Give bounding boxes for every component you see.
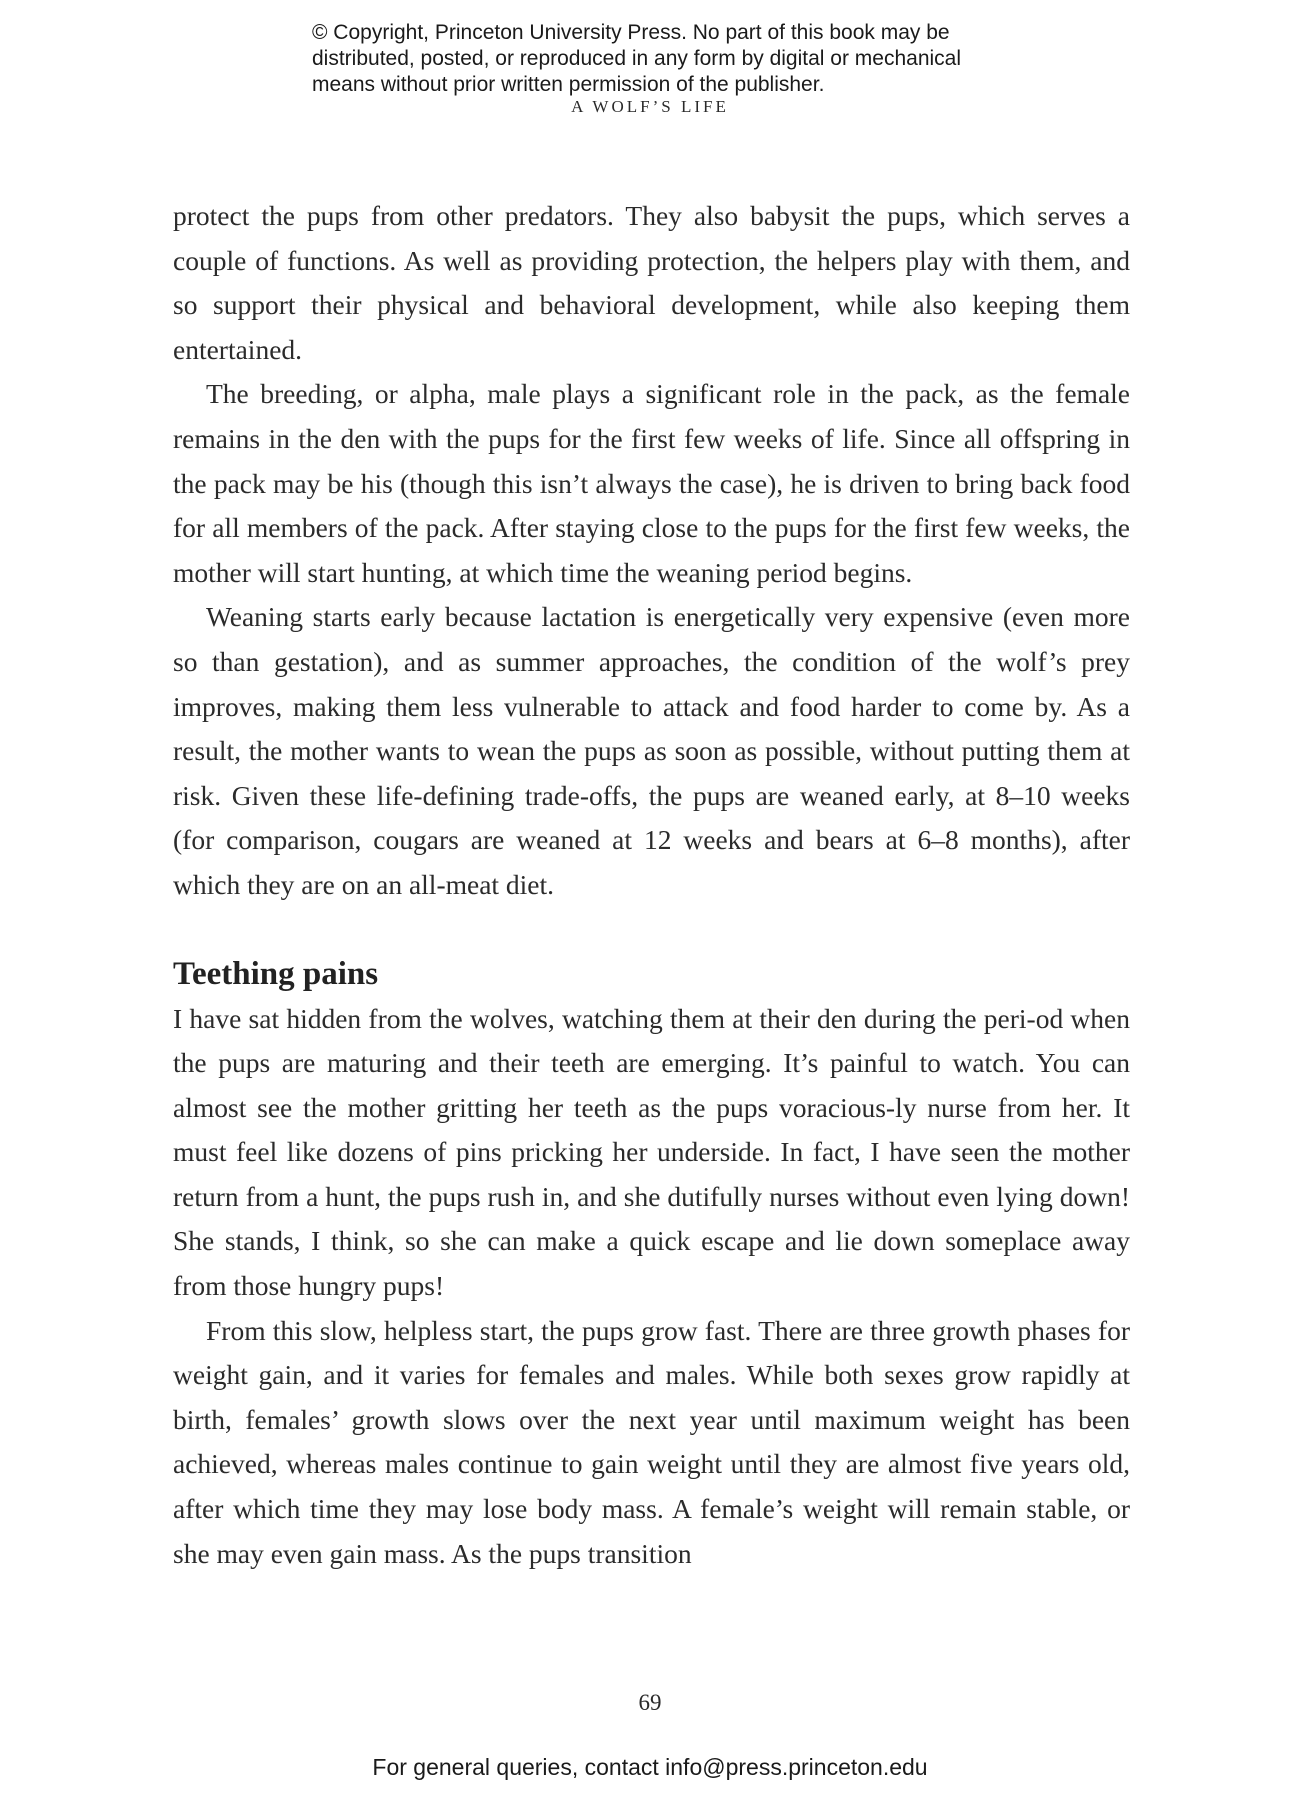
paragraph-3: Weaning starts early because lactation is energetically very expensive (even more so than gestation), and as summer approaches, the condition of the wolf’s prey improves, making them less vulnerable to attack and food harder to come by. As a result, the mother wants to wean the pups as soon as possible, without putting them at risk. Given these life-defining trade-offs, the pups are weaned early, at 8–10 weeks (for comparison, cougars are weaned at 12 weeks and bears at 6–8 months), after which they are on an all-meat diet.: [173, 601, 1130, 900]
paragraph-1: protect the pups from other predators. They also babysit the pups, which serves a couple of functions. As well as providing protection, the helpers play with them, and so support their physical and behavioral development, while also keeping them entertained.: [173, 200, 1130, 365]
paragraph-2: The breeding, or alpha, male plays a significant role in the pack, as the female remains in the den with the pups for the first few weeks of life. Since all offspring in the pack may be his (though this isn’t always the case), he is driven to bring back food for all members of the pack. After staying close to the pups for the first few weeks, the mother will start hunting, at which time the weaning period begins.: [173, 378, 1130, 588]
page-number: 69: [638, 1690, 662, 1715]
running-head: [0, 97, 1300, 117]
footer-contact: For general queries, contact info@press.princeton.edu: [372, 1754, 928, 1780]
page-body: [173, 194, 1130, 1576]
section-heading: Teething pains: [173, 955, 379, 992]
running-head-text: A WOLF’S LIFE: [571, 97, 729, 116]
section-paragraph-2: From this slow, helpless start, the pups grow fast. There are three growth phases for weight gain, and it varies for females and males. While both sexes grow rapidly at birth, females’ growth slows over the next year until maximum weight has been achieved, whereas males continue to gain weight until they are almost five years old, after which time they may lose body mass. A female’s weight will remain stable, or she may even gain mass. As the pups transition: [173, 1314, 1130, 1569]
section-paragraph-1: I have sat hidden from the wolves, watching them at their den during the peri-od when the pups are maturing and their teeth are emerging. It’s painful to watch. You can almost see the mother gritting her teeth as the pups voracious-ly nurse from her. It must feel like dozens of pins pricking her underside. In fact, I have seen the mother return from a hunt, the pups rush in, and she dutifully nurses without even lying down! She stands, I think, so she can make a quick escape and lie down someplace away from those hungry pups!: [173, 1002, 1130, 1302]
copyright-notice: © Copyright, Princeton University Press. No part of this book may be distributed, posted, or reproduced in any form by digital or mechanical means without prior written permission of the publisher.: [312, 21, 962, 96]
